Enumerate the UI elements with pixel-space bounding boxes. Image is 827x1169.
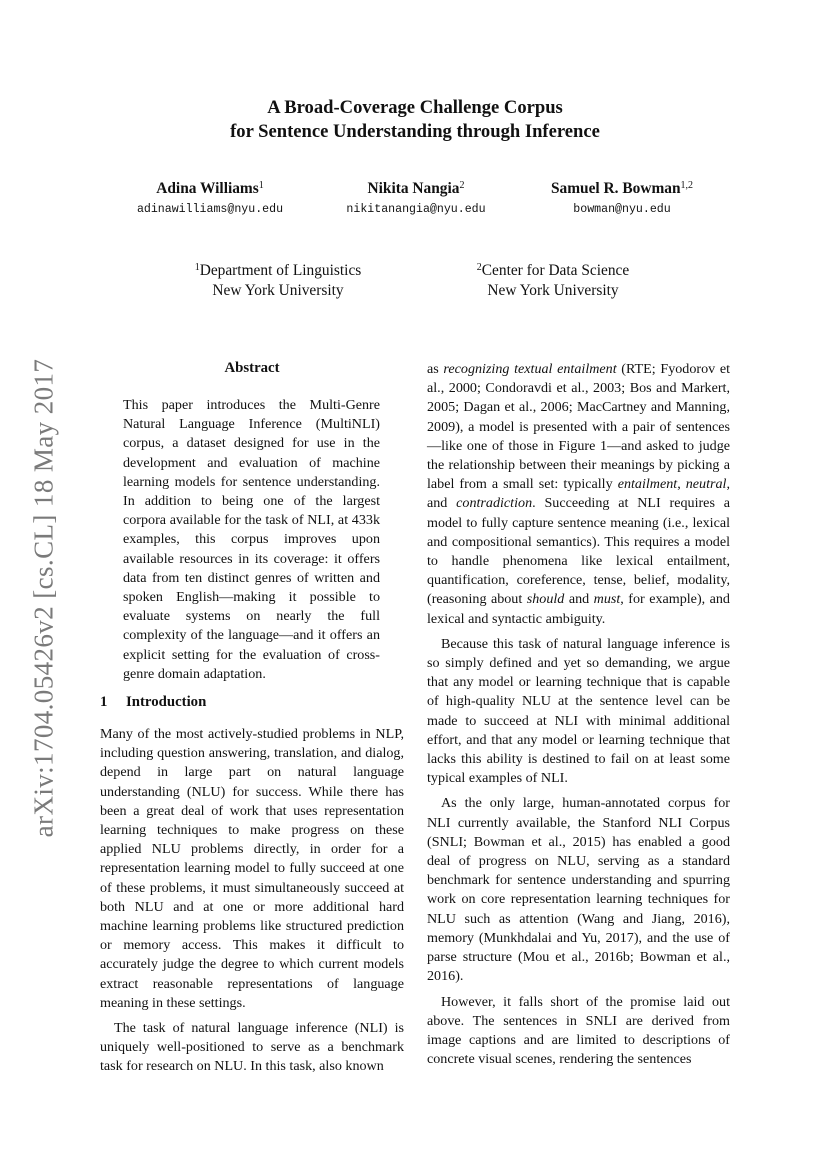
section-heading-introduction	[100, 694, 404, 711]
term-neutral: neutral	[685, 476, 727, 493]
author-email[interactable]: nikitanangia@nyu.edu	[346, 203, 486, 216]
affiliation-2	[455, 258, 651, 301]
author-block-3	[538, 176, 706, 218]
affil-dept: Department of Linguistics	[199, 262, 362, 279]
paragraph: Many of the most actively-studied problems in NLP, including question answering, translation, and dialog, depend in large part on natural language understanding (NLU) for success. While there has been a great deal of work that uses representation learning techniques to make progress on these applied NLU problems directly, in order for a representation learning model to fully succeed at one of these problems, it must simultaneously succeed at both NLU and at one or more additional hard machine learning problems like structured prediction or memory access. This makes it difficult to accurately judge the degree to which current models extract reasonable representations of language meaning in these settings.	[100, 726, 404, 1011]
right-column-body	[427, 360, 730, 1069]
paragraph: As the only large, human-annotated corpus for NLI currently available, the Stanford NLI Corpus (SNLI; Bowman et al., 2015) has enabled a good deal of progress on NLU, serving as a standard benchmark for sentence understanding and spurring work on core representation learning techniques for NLU such as attention (Wang and Jiang, 2016), memory (Munkhdalai and Yu, 2017), and the use of parse structure (Mou et al., 2016b; Bowman et al., 2016).	[427, 795, 730, 985]
abstract-heading: Abstract	[224, 360, 280, 376]
paragraph: The task of natural language inference (NLI) is uniquely well-positioned to serve as a benchmark task for research on NLU. In this task, also known	[100, 1020, 404, 1075]
section-number: 1	[100, 694, 108, 710]
author-name: Adina Williams$^1$	[156, 180, 264, 197]
paragraph: as recognizing textual entailment (RTE; Fyodorov et al., 2000; Condoravdi et al., 2003; Bos and Markert, 2005; Dagan et al., 2006; MacCartney and Manning, 2009), a model is presented with a pair of sentences—like one of those in Figure 1—and asked to judge the relationship between their meanings by picking a label from a small set: typically entailment, neutral, and contradiction. Succeeding at NLI requires a model to fully capture sentence meaning (i.e., lexical and compositional semantics). This requires a model to handle phenomena like lexical entailment, quantification, coreference, tense, belief, modality, (reasoning about should and must, for example), and lexical and syntactic ambiguity.	[427, 361, 731, 627]
left-column-body	[100, 725, 404, 1077]
author-email[interactable]: bowman@nyu.edu	[573, 203, 671, 216]
term-contradiction: contradiction	[456, 495, 533, 512]
author-block-1	[132, 176, 288, 218]
author-block-2	[336, 176, 496, 218]
term-rte: recognizing textual entailment	[443, 361, 617, 377]
title-line-1: A Broad-Coverage Challenge Corpus	[267, 97, 563, 118]
paragraph: However, it falls short of the promise laid out above. The sentences in SNLI are derived from image captions and are limited to descriptions of concrete visual scenes, rendering the sentences	[427, 993, 730, 1068]
affil-mark: 1	[194, 262, 200, 273]
abstract-text: This paper introduces the Multi-Genre Natural Language Inference (MultiNLI) corpus, a dataset designed for use in the development and evaluation of machine learning models for sentence understanding. In addition to being one of the largest corpora available for the task of NLI, at 433k examples, this corpus improves upon available resources in its coverage: it offers data from ten distinct genres of written and spoken English—making it possible to evaluate systems on nearly the full complexity of the language—and it offers an explicit setting for the evaluation of cross-genre domain adaptation.	[123, 397, 380, 682]
affil-mark: 2	[476, 262, 482, 273]
author-affil-mark: 2	[459, 180, 465, 191]
arxiv-identifier-stamp[interactable]: arXiv:1704.05426v2 [cs.CL] 18 May 2017	[28, 358, 59, 838]
author-name: Nikita Nangia$^2$	[367, 180, 465, 197]
author-email[interactable]: adinawilliams@nyu.edu	[136, 203, 284, 216]
author-affil-mark: 1,2	[680, 180, 694, 191]
affil-university: New York University	[212, 282, 344, 299]
term-must: must	[593, 591, 621, 608]
title-line-2: for Sentence Understanding through Inference	[230, 121, 600, 142]
affil-university: New York University	[487, 282, 619, 299]
author-name: Samuel R. Bowman$^{1,2}$	[550, 180, 694, 197]
affil-dept: Center for Data Science	[481, 262, 630, 279]
author-affil-mark: 1	[258, 180, 264, 191]
paper-title	[100, 96, 730, 144]
term-entailment: entailment	[617, 476, 678, 493]
affiliation-1	[178, 258, 378, 301]
section-title: Introduction	[126, 694, 207, 710]
paragraph: Because this task of natural language inference is so simply defined and yet so demanding, we argue that any model or learning technique that is capable of high-quality NLU at the sentence level can be made to succeed at NLI with minimal additional effort, and that any model or learning technique that lacks this ability is destined to fail on at least some typical examples of NLI.	[427, 635, 730, 787]
term-should: should	[526, 591, 565, 608]
